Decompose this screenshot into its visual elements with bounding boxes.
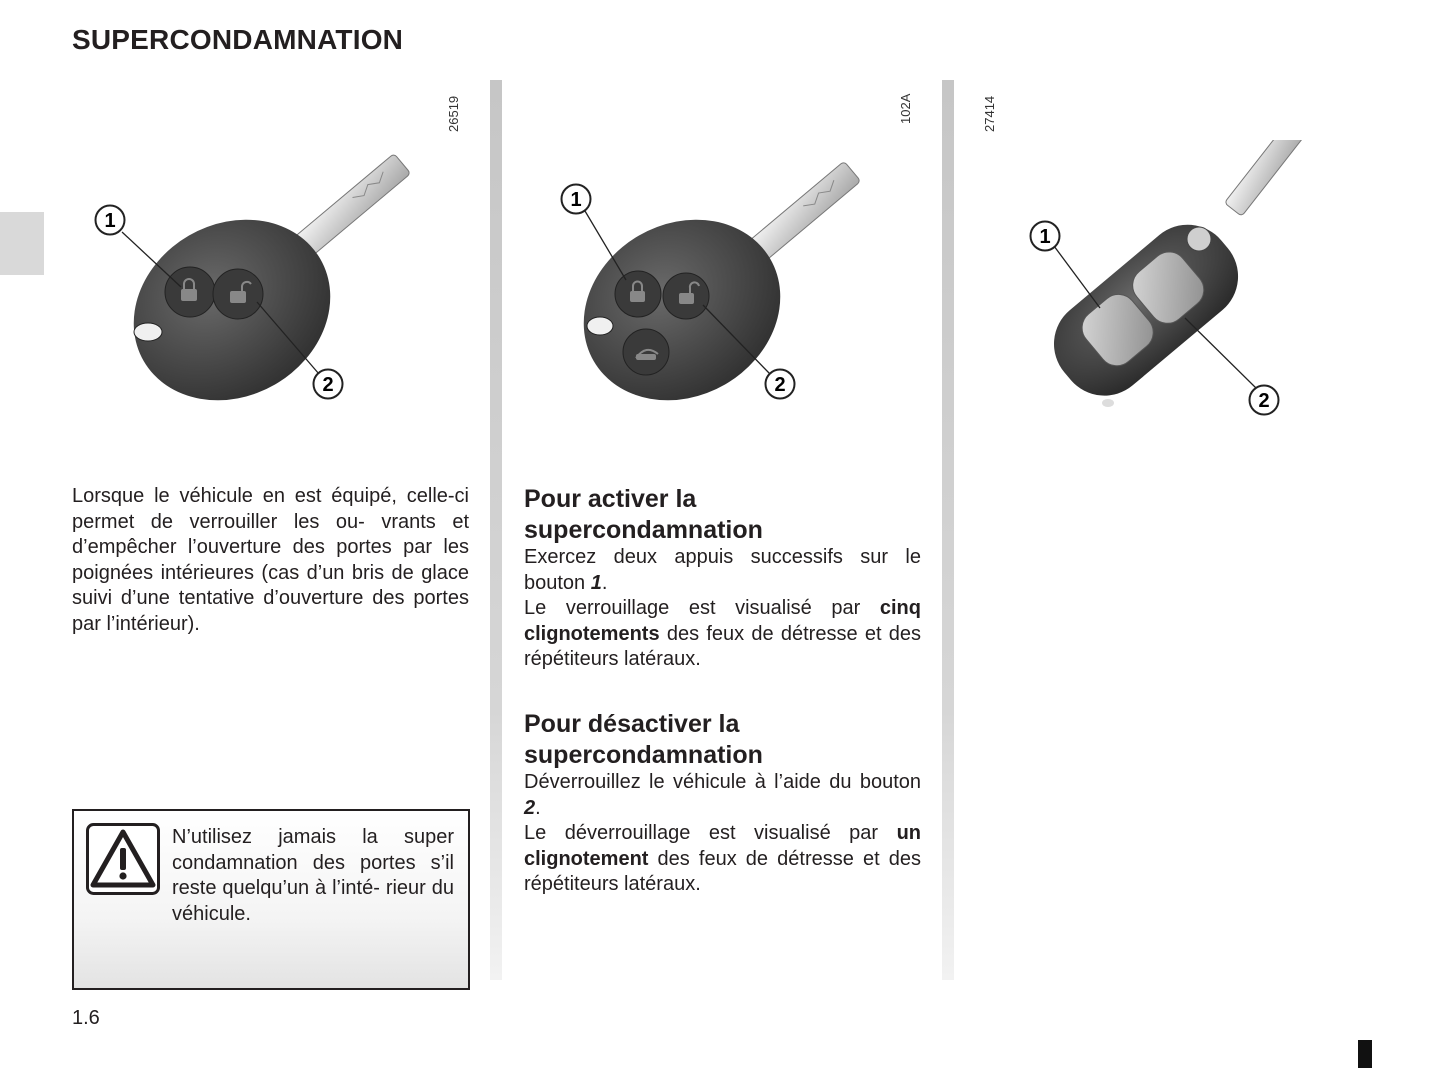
callout-2 [314,370,343,399]
activate-instruction: Exercez deux appuis successifs sur le bouton 1. [524,546,921,594]
key-blade [748,161,860,261]
warning-triangle-icon [86,823,160,895]
deactivate-heading-line2: supercondamnation [524,741,763,769]
callout-leader [1185,318,1256,388]
key-illustration-three-button [522,140,922,440]
deactivate-heading [524,709,921,771]
column-divider [490,80,502,980]
callout-leader [1054,246,1100,308]
svg-text:2: 2 [1258,390,1270,412]
chapter-tab [0,212,44,275]
callout-2 [766,370,795,399]
callout-1 [96,206,125,235]
corner-mark [1358,1040,1372,1068]
key-blade [1224,140,1309,216]
figure-ref-code: 27414 [982,95,997,132]
callout-1 [1031,222,1060,251]
activate-heading [524,484,921,546]
deactivate-feedback: Le déverrouillage est visualisé par un clignotement des feux de détresse et des répétiteurs latéraux. [524,822,921,895]
deactivate-instruction: Déverrouillez le véhicule à l’aide du bouton 2. [524,771,921,819]
key-illustration-flip [1010,140,1330,430]
activate-heading-line1: Pour activer la [524,485,697,513]
svg-text:1: 1 [1039,226,1051,248]
page-number: 1.6 [72,1007,100,1029]
key-body [1036,207,1256,414]
button-reference: 1 [590,571,602,594]
column-divider [942,80,954,980]
svg-text:2: 2 [322,374,334,396]
svg-text:1: 1 [104,210,116,232]
svg-text:2: 2 [774,374,786,396]
deactivate-heading-line1: Pour désactiver la [524,710,740,738]
figure-ref-code: 26519 [446,95,461,132]
activate-heading-line2: supercondamnation [524,516,763,544]
svg-text:1: 1 [570,189,582,211]
key-illustration-two-button [70,140,470,440]
callout-2 [1250,386,1279,415]
intro-paragraph: Lorsque le véhicule en est équipé, celle-ci permet de verrouiller les ou- vrants et d’empêcher l’ouverture des portes par les poignées intérieures (cas d’un bris de glace suivi d’une tentative d’ouverture des portes par l’intérieur). [72,485,469,635]
activate-feedback: Le verrouillage est visualisé par cinq clignotements des feux de détresse et des répétiteurs latéraux. [524,597,921,670]
key-blade [294,154,410,257]
callout-1 [562,185,591,214]
warning-box [72,809,470,990]
page-title: SUPERCONDAMNATION [72,24,404,55]
button-reference: 2 [524,796,536,819]
warning-text: N’utilisez jamais la super condamnation des portes s’il reste quelqu’un à l’inté- rieur du véhicule. [172,826,454,925]
figure-ref-code: 102A [898,93,913,124]
release-button [1187,227,1211,251]
